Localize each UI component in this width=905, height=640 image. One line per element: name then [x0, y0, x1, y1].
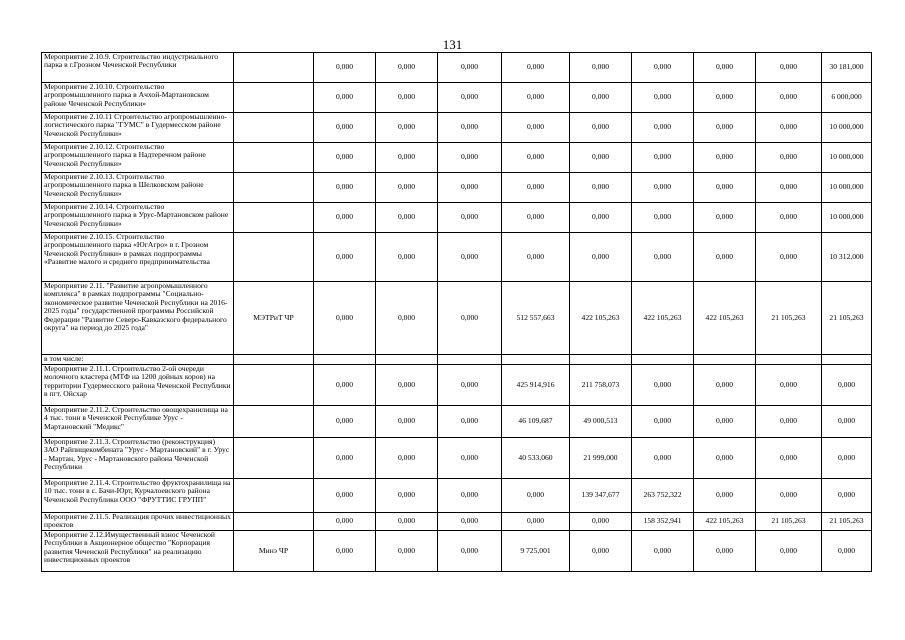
activity-name-cell: Мероприятие 2.10.14. Строительство агропромышленного парка в Урус-Мартановском районе Чеченской Республики» — [42, 203, 234, 233]
value-cell: 0,000 — [438, 53, 502, 83]
value-cell: 0,000 — [756, 83, 822, 113]
value-cell: 0,000 — [756, 53, 822, 83]
value-cell: 0,000 — [570, 513, 632, 531]
value-cell: 0,000 — [694, 203, 756, 233]
value-cell: 0,000 — [438, 83, 502, 113]
value-cell: 21 999,000 — [570, 438, 632, 479]
value-cell: 10 000,000 — [822, 143, 872, 173]
executor-cell — [234, 53, 314, 83]
value-cell: 10 000,000 — [822, 203, 872, 233]
value-cell: 0,000 — [314, 365, 376, 406]
activity-name-cell: Мероприятие 2.11.1. Строительство 2-ой очереди молочного кластера (МТФ на 1200 дойных коров) на территории Гудермесского района Чеченской Республики в пгт. Ойсхар — [42, 365, 234, 406]
value-cell: 0,000 — [694, 438, 756, 479]
value-cell: 158 352,941 — [632, 513, 694, 531]
value-cell: 0,000 — [570, 173, 632, 203]
value-cell — [314, 355, 376, 365]
executor-cell: Минэ ЧР — [234, 530, 314, 571]
value-cell: 0,000 — [502, 113, 570, 143]
value-cell: 0,000 — [822, 365, 872, 406]
activity-name-cell: Мероприятие 2.10.9. Строительство индустриального парка в г.Грозном Чеченской Республики — [42, 53, 234, 83]
value-cell: 0,000 — [502, 173, 570, 203]
activity-name-cell: Мероприятие 2.11. "Развитие агропромышленного комплекса" в рамках подпрограммы "Социально-экономическое развитие Чеченской Республики на 2016-2025 годы" государственной программы Российской Федерации "Развитие Северо-Кавказского федерального округа" на период до 2025 года" — [42, 282, 234, 355]
executor-cell — [234, 365, 314, 406]
value-cell: 0,000 — [756, 113, 822, 143]
value-cell: 0,000 — [694, 83, 756, 113]
value-cell: 40 533,060 — [502, 438, 570, 479]
value-cell: 0,000 — [756, 233, 822, 282]
value-cell: 0,000 — [314, 53, 376, 83]
executor-cell — [234, 233, 314, 282]
value-cell: 0,000 — [756, 365, 822, 406]
value-cell: 21 105,263 — [822, 513, 872, 531]
value-cell: 211 758,073 — [570, 365, 632, 406]
budget-table — [41, 52, 872, 572]
value-cell: 0,000 — [438, 406, 502, 438]
value-cell: 422 105,263 — [632, 282, 694, 355]
executor-cell — [234, 83, 314, 113]
value-cell — [438, 355, 502, 365]
value-cell: 0,000 — [694, 233, 756, 282]
value-cell — [694, 355, 756, 365]
value-cell: 0,000 — [822, 438, 872, 479]
value-cell: 0,000 — [632, 233, 694, 282]
activity-name-cell: Мероприятие 2.10.12. Строительство агропромышленного парка в Надтеречном районе Чеченской Республики» — [42, 143, 234, 173]
value-cell: 0,000 — [570, 113, 632, 143]
table-row — [42, 479, 872, 513]
value-cell: 0,000 — [314, 282, 376, 355]
table-row — [42, 438, 872, 479]
value-cell: 0,000 — [314, 143, 376, 173]
executor-cell — [234, 173, 314, 203]
activity-name-cell: Мероприятие 2.10.10. Строительство агропромышленного парка в Ачхой-Мартановском районе Чеченской Республики» — [42, 83, 234, 113]
value-cell: 49 000,513 — [570, 406, 632, 438]
value-cell — [632, 355, 694, 365]
value-cell: 10 312,000 — [822, 233, 872, 282]
activity-name-cell: Мероприятие 2.10.11 Строительство агропромышленно- логистического парка "ГУМС" в Гудермесском районе Чеченской Республики» — [42, 113, 234, 143]
value-cell: 425 914,916 — [502, 365, 570, 406]
value-cell: 0,000 — [570, 233, 632, 282]
value-cell: 0,000 — [694, 479, 756, 513]
value-cell: 0,000 — [632, 113, 694, 143]
value-cell: 0,000 — [376, 406, 438, 438]
activity-name-cell: Мероприятие 2.11.2. Строительство овощехранилища на 4 тыс. тонн в Чеченской Республике Урус - Мартановский "Медикс" — [42, 406, 234, 438]
executor-cell — [234, 513, 314, 531]
value-cell: 0,000 — [314, 203, 376, 233]
value-cell: 422 105,263 — [694, 513, 756, 531]
value-cell: 0,000 — [438, 113, 502, 143]
value-cell — [570, 355, 632, 365]
value-cell: 0,000 — [502, 143, 570, 173]
activity-name-cell: Мероприятие 2.10.15. Строительство агропромышленного парка «ЮгАгро» в г. Грозном Чеченской Республики» в рамках подпрограммы «Развитие малого и среднего предпринимательства — [42, 233, 234, 282]
value-cell: 0,000 — [376, 438, 438, 479]
value-cell: 0,000 — [632, 173, 694, 203]
value-cell: 0,000 — [694, 53, 756, 83]
executor-cell — [234, 113, 314, 143]
value-cell: 0,000 — [376, 513, 438, 531]
value-cell: 0,000 — [570, 83, 632, 113]
value-cell: 422 105,263 — [570, 282, 632, 355]
activity-name-cell: Мероприятие 2.11.4. Строительство фруктохранилища на 10 тыс. тонн в с. Бачи-Юрт, Курчалоевского района Чеченской Республики ООО "ФРУТТИС ГРУПП" — [42, 479, 234, 513]
value-cell: 0,000 — [438, 365, 502, 406]
value-cell: 0,000 — [756, 143, 822, 173]
value-cell: 0,000 — [632, 406, 694, 438]
activity-name-cell: Мероприятие 2.12.Имущественный взнос Чеченской Республики в Акционерное общество "Корпорация развития Чеченской Республики" на реализацию инвестиционных проектов — [42, 530, 234, 571]
value-cell: 0,000 — [438, 479, 502, 513]
value-cell — [756, 355, 822, 365]
executor-cell — [234, 406, 314, 438]
value-cell: 0,000 — [632, 83, 694, 113]
value-cell: 0,000 — [632, 438, 694, 479]
executor-cell: МЭТРиТ ЧР — [234, 282, 314, 355]
value-cell: 0,000 — [694, 143, 756, 173]
value-cell: 0,000 — [756, 438, 822, 479]
value-cell: 0,000 — [570, 203, 632, 233]
value-cell: 0,000 — [694, 406, 756, 438]
value-cell: 6 000,000 — [822, 83, 872, 113]
value-cell: 0,000 — [502, 479, 570, 513]
value-cell: 0,000 — [570, 53, 632, 83]
value-cell: 263 752,322 — [632, 479, 694, 513]
value-cell: 0,000 — [376, 173, 438, 203]
executor-cell — [234, 203, 314, 233]
value-cell: 0,000 — [314, 479, 376, 513]
value-cell: 0,000 — [502, 83, 570, 113]
value-cell: 0,000 — [314, 233, 376, 282]
value-cell: 0,000 — [694, 113, 756, 143]
value-cell: 0,000 — [632, 203, 694, 233]
value-cell: 0,000 — [502, 53, 570, 83]
table-row — [42, 83, 872, 113]
value-cell: 0,000 — [438, 530, 502, 571]
value-cell: 0,000 — [438, 173, 502, 203]
value-cell — [502, 355, 570, 365]
value-cell: 0,000 — [314, 173, 376, 203]
table-row — [42, 143, 872, 173]
value-cell: 0,000 — [756, 173, 822, 203]
table-row — [42, 530, 872, 571]
table-row — [42, 173, 872, 203]
value-cell: 0,000 — [376, 83, 438, 113]
value-cell: 0,000 — [502, 203, 570, 233]
table-row — [42, 233, 872, 282]
value-cell: 0,000 — [376, 203, 438, 233]
value-cell: 0,000 — [756, 530, 822, 571]
value-cell: 0,000 — [632, 143, 694, 173]
value-cell: 0,000 — [822, 530, 872, 571]
value-cell: 0,000 — [314, 438, 376, 479]
value-cell: 9 725,001 — [502, 530, 570, 571]
value-cell: 0,000 — [570, 530, 632, 571]
value-cell: 21 105,263 — [756, 282, 822, 355]
activity-name-cell: в том числе: — [42, 355, 234, 365]
value-cell: 0,000 — [570, 143, 632, 173]
value-cell: 0,000 — [314, 113, 376, 143]
value-cell: 139 347,677 — [570, 479, 632, 513]
value-cell: 0,000 — [694, 173, 756, 203]
executor-cell — [234, 143, 314, 173]
value-cell: 0,000 — [376, 143, 438, 173]
value-cell: 0,000 — [376, 282, 438, 355]
table-row — [42, 282, 872, 355]
value-cell: 0,000 — [376, 113, 438, 143]
value-cell: 0,000 — [438, 282, 502, 355]
value-cell: 0,000 — [694, 530, 756, 571]
value-cell: 0,000 — [376, 530, 438, 571]
table-row — [42, 203, 872, 233]
value-cell: 0,000 — [694, 365, 756, 406]
value-cell: 0,000 — [502, 233, 570, 282]
value-cell: 0,000 — [438, 143, 502, 173]
value-cell: 0,000 — [438, 513, 502, 531]
value-cell — [822, 355, 872, 365]
value-cell: 0,000 — [376, 365, 438, 406]
value-cell: 0,000 — [438, 203, 502, 233]
value-cell: 0,000 — [756, 406, 822, 438]
value-cell: 0,000 — [314, 530, 376, 571]
value-cell: 0,000 — [502, 513, 570, 531]
value-cell: 21 105,263 — [822, 282, 872, 355]
value-cell — [376, 355, 438, 365]
value-cell: 0,000 — [376, 479, 438, 513]
value-cell: 0,000 — [822, 479, 872, 513]
activity-name-cell: Мероприятие 2.10.13. Строительство агропромышленного парка в Шелковском районе Чеченской Республики» — [42, 173, 234, 203]
value-cell: 10 000,000 — [822, 113, 872, 143]
value-cell: 512 557,663 — [502, 282, 570, 355]
table-row — [42, 513, 872, 531]
value-cell: 0,000 — [756, 479, 822, 513]
executor-cell — [234, 438, 314, 479]
table-row — [42, 113, 872, 143]
value-cell: 30 181,000 — [822, 53, 872, 83]
executor-cell — [234, 479, 314, 513]
table-row — [42, 365, 872, 406]
value-cell: 0,000 — [438, 233, 502, 282]
table-row — [42, 406, 872, 438]
table-row — [42, 53, 872, 83]
value-cell: 0,000 — [632, 53, 694, 83]
activity-name-cell: Мероприятие 2.11.3. Строительство (реконструкция) ЗАО Райпищекомбината "Урус - Мартановский" в г. Урус - Мартан, Урус - Мартановского района Чеченской Республики — [42, 438, 234, 479]
value-cell: 0,000 — [756, 203, 822, 233]
value-cell: 0,000 — [438, 438, 502, 479]
value-cell: 0,000 — [314, 83, 376, 113]
value-cell: 0,000 — [376, 53, 438, 83]
table-row — [42, 355, 872, 365]
value-cell: 0,000 — [632, 530, 694, 571]
value-cell: 46 109,687 — [502, 406, 570, 438]
executor-cell — [234, 355, 314, 365]
value-cell: 422 105,263 — [694, 282, 756, 355]
value-cell: 0,000 — [314, 406, 376, 438]
value-cell: 0,000 — [822, 406, 872, 438]
value-cell: 10 000,000 — [822, 173, 872, 203]
value-cell: 0,000 — [376, 233, 438, 282]
value-cell: 21 105,263 — [756, 513, 822, 531]
value-cell: 0,000 — [314, 513, 376, 531]
value-cell: 0,000 — [632, 365, 694, 406]
page-number: 131 — [442, 37, 463, 52]
activity-name-cell: Мероприятие 2.11.5. Реализация прочих инвестиционных проектов — [42, 513, 234, 531]
